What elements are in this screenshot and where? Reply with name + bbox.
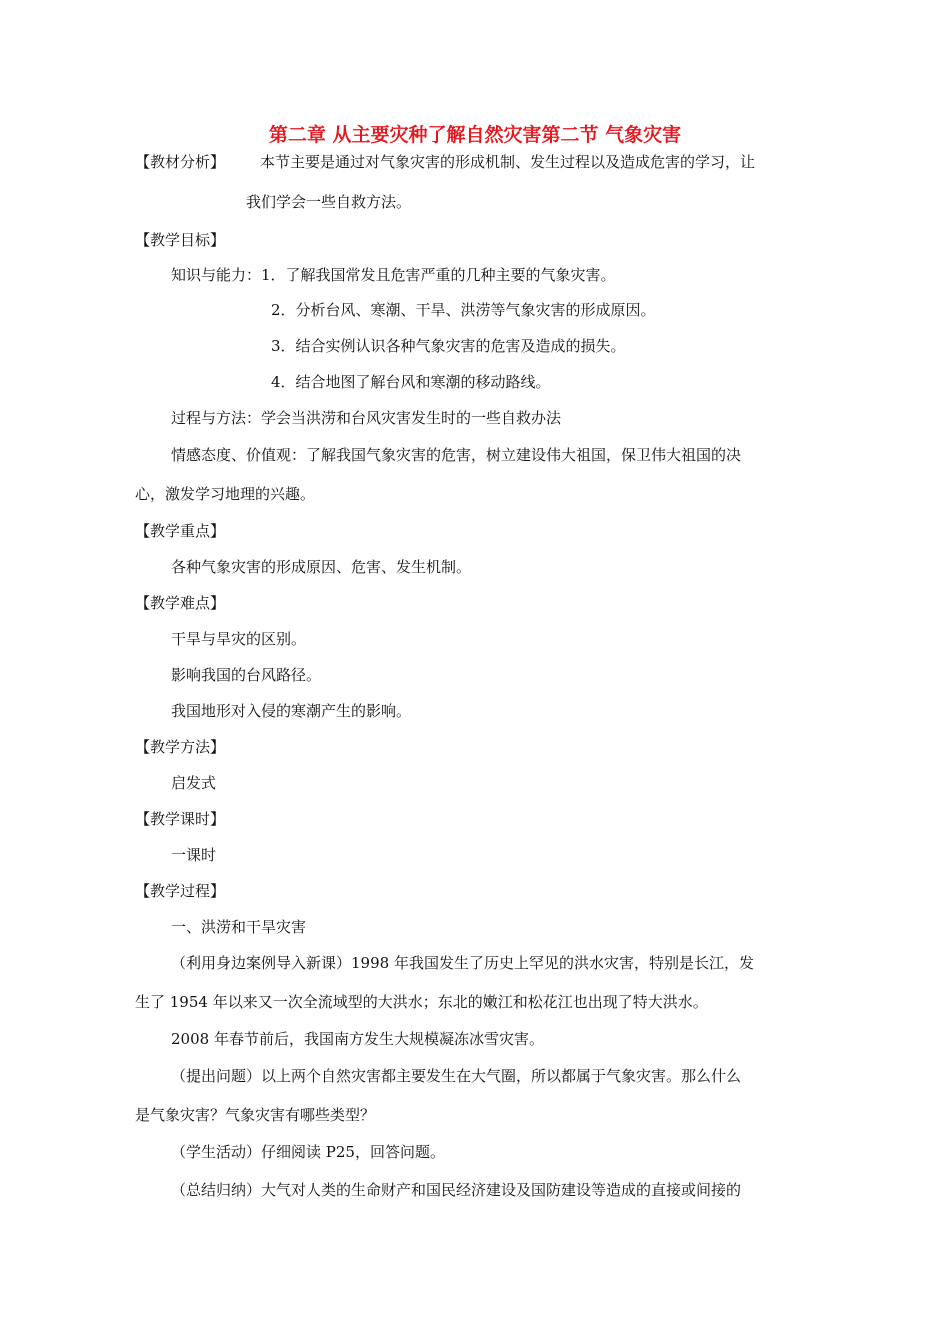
hours-text: 一课时 (171, 846, 217, 864)
objective-emotion-line1: 情感态度、价值观：了解我国气象灾害的危害，树立建设伟大祖国，保卫伟大祖国的决 (171, 446, 742, 464)
hours-heading: 【教学课时】 (135, 810, 226, 828)
document-title: 第二章 从主要灾种了解自然灾害第二节 气象灾害 (268, 124, 682, 146)
key-points-text: 各种气象灾害的形成原因、危害、发生机制。 (171, 558, 472, 576)
process-paragraph-1-line2: 生了 1954 年以来又一次全流域型的大洪水；东北的嫩江和松花江也出现了特大洪水。 (135, 993, 708, 1011)
process-subheading-1: 一、洪涝和干旱灾害 (171, 918, 307, 936)
objective-knowledge-2: 2．分析台风、寒潮、干旱、洪涝等气象灾害的形成原因。 (271, 301, 656, 319)
objective-process: 过程与方法：学会当洪涝和台风灾害发生时的一些自救办法 (171, 409, 562, 427)
difficulty-1: 干旱与旱灾的区别。 (171, 630, 307, 648)
process-paragraph-2: 2008 年春节前后，我国南方发生大规模凝冻冰雪灾害。 (171, 1030, 544, 1048)
objective-emotion-line2: 心，激发学习地理的兴趣。 (135, 485, 316, 503)
difficulties-heading: 【教学难点】 (135, 594, 226, 612)
difficulty-2: 影响我国的台风路径。 (171, 666, 322, 684)
textbook-analysis-line2: 我们学会一些自救方法。 (246, 193, 412, 211)
objectives-heading: 【教学目标】 (135, 231, 226, 249)
objective-knowledge-3: 3．结合实例认识各种气象灾害的危害及造成的损失。 (271, 337, 626, 355)
process-paragraph-1-line1: （利用身边案例导入新课）1998 年我国发生了历史上罕见的洪水灾害，特别是长江，发 (171, 954, 754, 972)
key-points-heading: 【教学重点】 (135, 522, 226, 540)
objective-knowledge-1: 知识与能力：1．了解我国常发且危害严重的几种主要的气象灾害。 (171, 266, 616, 284)
objective-knowledge-4: 4．结合地图了解台风和寒潮的移动路线。 (271, 373, 551, 391)
textbook-analysis-line1: 本节主要是通过对气象灾害的形成机制、发生过程以及造成危害的学习，让 (260, 153, 756, 171)
process-paragraph-4: （学生活动）仔细阅读 P25，回答问题。 (171, 1143, 445, 1161)
difficulty-3: 我国地形对入侵的寒潮产生的影响。 (171, 702, 412, 720)
process-paragraph-5: （总结归纳）大气对人类的生命财产和国民经济建设及国防建设等造成的直接或间接的 (171, 1181, 742, 1199)
textbook-analysis-heading: 【教材分析】 (135, 153, 226, 171)
methods-text: 启发式 (171, 774, 217, 792)
process-paragraph-3-line1: （提出问题）以上两个自然灾害都主要发生在大气圈，所以都属于气象灾害。那么什么 (171, 1067, 742, 1085)
process-paragraph-3-line2: 是气象灾害？气象灾害有哪些类型？ (135, 1106, 376, 1124)
methods-heading: 【教学方法】 (135, 738, 226, 756)
process-heading: 【教学过程】 (135, 882, 226, 900)
